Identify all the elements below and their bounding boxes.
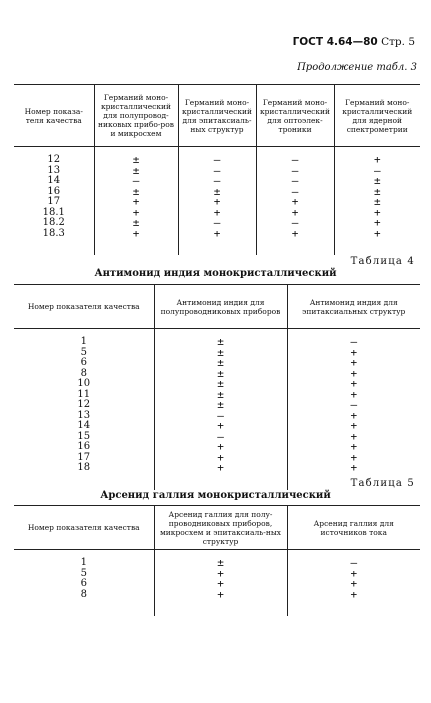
rating-cell: — bbox=[178, 218, 256, 229]
rating-cell: — bbox=[256, 218, 334, 229]
indicator-number: 1 bbox=[80, 336, 87, 347]
indicator-number: 12 bbox=[77, 399, 91, 410]
indicator-number: 18.3 bbox=[42, 227, 65, 239]
indicator-number: 17 bbox=[77, 451, 91, 463]
page-number: Стр. 5 bbox=[381, 36, 415, 48]
rating-cell: ± bbox=[154, 369, 287, 380]
indicator-number: 6 bbox=[80, 578, 87, 589]
rating-cell: + bbox=[94, 229, 178, 240]
rating-cell: + bbox=[287, 463, 420, 474]
rating-cell: — bbox=[154, 432, 287, 443]
indicator-number: 5 bbox=[80, 346, 87, 358]
rating-cell: ± bbox=[94, 218, 178, 229]
rating-cell: + bbox=[287, 453, 420, 464]
rating-cell: ± bbox=[154, 558, 287, 569]
spacer-cell bbox=[154, 600, 287, 616]
table-5-title: Арсенид галлия монокристаллический bbox=[100, 490, 331, 501]
spacer-cell bbox=[154, 474, 287, 490]
column-header: Арсенид галлия для полу-проводниковых приборов, микросхем и эпитаксиаль-ных структур bbox=[154, 506, 287, 550]
table-header-row bbox=[14, 85, 420, 147]
indicator-number: 18.1 bbox=[42, 206, 65, 218]
rating-cell: ± bbox=[154, 390, 287, 401]
rating-cell: — bbox=[334, 166, 420, 177]
rating-cell: + bbox=[287, 379, 420, 390]
rating-cell: + bbox=[287, 369, 420, 380]
indicator-number: 14 bbox=[47, 175, 61, 186]
indicator-number: 13 bbox=[77, 409, 91, 421]
end-row bbox=[14, 600, 420, 616]
rating-cell: + bbox=[178, 197, 256, 208]
rating-cell: + bbox=[287, 411, 420, 422]
rating-cell: + bbox=[334, 218, 420, 229]
rating-cell: — bbox=[178, 155, 256, 166]
indicator-number: 11 bbox=[77, 388, 91, 400]
spacer-cell bbox=[334, 239, 420, 255]
rating-cell: + bbox=[94, 197, 178, 208]
spacer-cell bbox=[94, 239, 178, 255]
indicator-number: 8 bbox=[80, 367, 87, 379]
rating-cell: — bbox=[178, 176, 256, 187]
indicator-number: 17 bbox=[47, 196, 61, 207]
indicator-number: 6 bbox=[80, 357, 87, 368]
rating-cell: — bbox=[287, 337, 420, 348]
rating-cell: — bbox=[287, 400, 420, 411]
rating-cell: + bbox=[256, 208, 334, 219]
rating-cell: + bbox=[154, 421, 287, 432]
column-header: Германий моно-кристаллический для эпитаксиаль-ных структур bbox=[178, 85, 256, 147]
standard-number: ГОСТ 4.64—80 bbox=[292, 36, 378, 48]
rating-cell: + bbox=[94, 208, 178, 219]
rating-cell: + bbox=[154, 442, 287, 453]
rating-cell: + bbox=[287, 442, 420, 453]
rating-cell: — bbox=[178, 166, 256, 177]
rating-cell: — bbox=[154, 411, 287, 422]
column-header: Антимонид индия для полупроводниковых приборов bbox=[154, 285, 287, 329]
rating-cell: + bbox=[334, 208, 420, 219]
rating-cell: + bbox=[287, 432, 420, 443]
column-header: Германий моно-кристаллический для полупровод-никовых прибо-ров и микросхем bbox=[94, 85, 178, 147]
column-header: Антимонид индия для эпитаксиальных структур bbox=[287, 285, 420, 329]
indicator-number: 16 bbox=[77, 441, 91, 452]
rating-cell: — bbox=[256, 176, 334, 187]
indicator-number: 1 bbox=[80, 557, 87, 568]
rating-cell: — bbox=[256, 187, 334, 198]
indicator-number: 16 bbox=[47, 185, 61, 197]
rating-cell: ± bbox=[154, 348, 287, 359]
rating-cell: + bbox=[287, 348, 420, 359]
indicator-number: 18 bbox=[77, 462, 91, 473]
spacer-cell bbox=[178, 239, 256, 255]
end-row bbox=[14, 239, 420, 255]
rating-cell: ± bbox=[94, 155, 178, 166]
table-header-row bbox=[14, 506, 420, 550]
rating-cell: + bbox=[287, 569, 420, 580]
rating-cell: + bbox=[154, 569, 287, 580]
column-header: Германий моно-кристаллический для оптоэлек-троники bbox=[256, 85, 334, 147]
rating-cell: + bbox=[256, 229, 334, 240]
table-5 bbox=[14, 505, 420, 616]
column-header: Номер показа-теля качества bbox=[24, 106, 83, 125]
spacer-cell bbox=[14, 600, 154, 616]
spacer-cell bbox=[256, 239, 334, 255]
table-3 bbox=[14, 84, 420, 255]
table-row bbox=[14, 229, 420, 240]
page-header bbox=[293, 36, 415, 48]
rating-cell: — bbox=[94, 176, 178, 187]
rating-cell: — bbox=[256, 166, 334, 177]
rating-cell: ± bbox=[94, 166, 178, 177]
table-row bbox=[14, 590, 420, 601]
column-header: Номер показателя качества bbox=[27, 523, 140, 532]
rating-cell: + bbox=[287, 358, 420, 369]
rating-cell: ± bbox=[154, 379, 287, 390]
spacer-cell bbox=[14, 474, 154, 490]
rating-cell: + bbox=[154, 453, 287, 464]
rating-cell: ± bbox=[154, 337, 287, 348]
rating-cell: + bbox=[256, 197, 334, 208]
table-5-caption: Таблица 5 bbox=[350, 478, 415, 489]
rating-cell: + bbox=[287, 390, 420, 401]
rating-cell: + bbox=[178, 229, 256, 240]
rating-cell: + bbox=[334, 155, 420, 166]
rating-cell: + bbox=[154, 463, 287, 474]
rating-cell: + bbox=[287, 590, 420, 601]
indicator-number: 8 bbox=[80, 588, 87, 600]
rating-cell: ± bbox=[334, 197, 420, 208]
table-header-row bbox=[14, 285, 420, 329]
spacer-cell bbox=[287, 600, 420, 616]
table-4-title: Антимонид индия монокристаллический bbox=[94, 268, 337, 279]
rating-cell: ± bbox=[94, 187, 178, 198]
table-4 bbox=[14, 284, 420, 490]
indicator-number: 12 bbox=[47, 154, 61, 165]
indicator-number: 14 bbox=[77, 420, 91, 431]
table-4-caption: Таблица 4 bbox=[350, 256, 415, 267]
column-header: Номер показателя качества bbox=[27, 302, 140, 311]
column-header: Арсенид галлия для источников тока bbox=[287, 506, 420, 550]
rating-cell: + bbox=[154, 579, 287, 590]
column-header: Германий моно-кристаллический для ядерной спектрометрии bbox=[334, 85, 420, 147]
rating-cell: + bbox=[334, 229, 420, 240]
rating-cell: ± bbox=[178, 187, 256, 198]
indicator-number: 10 bbox=[77, 378, 91, 389]
indicator-number: 5 bbox=[80, 567, 87, 579]
rating-cell: + bbox=[287, 579, 420, 590]
spacer-cell bbox=[14, 239, 94, 255]
indicator-number: 18.2 bbox=[42, 217, 65, 228]
table-row bbox=[14, 463, 420, 474]
rating-cell: ± bbox=[154, 400, 287, 411]
rating-cell: + bbox=[154, 590, 287, 601]
rating-cell: — bbox=[287, 558, 420, 569]
rating-cell: ± bbox=[334, 176, 420, 187]
rating-cell: ± bbox=[154, 358, 287, 369]
indicator-number: 13 bbox=[47, 164, 61, 176]
rating-cell: ± bbox=[334, 187, 420, 198]
continuation-label: Продолжение табл. 3 bbox=[297, 62, 417, 73]
rating-cell: — bbox=[256, 155, 334, 166]
rating-cell: + bbox=[287, 421, 420, 432]
indicator-number: 15 bbox=[77, 430, 91, 442]
rating-cell: + bbox=[178, 208, 256, 219]
